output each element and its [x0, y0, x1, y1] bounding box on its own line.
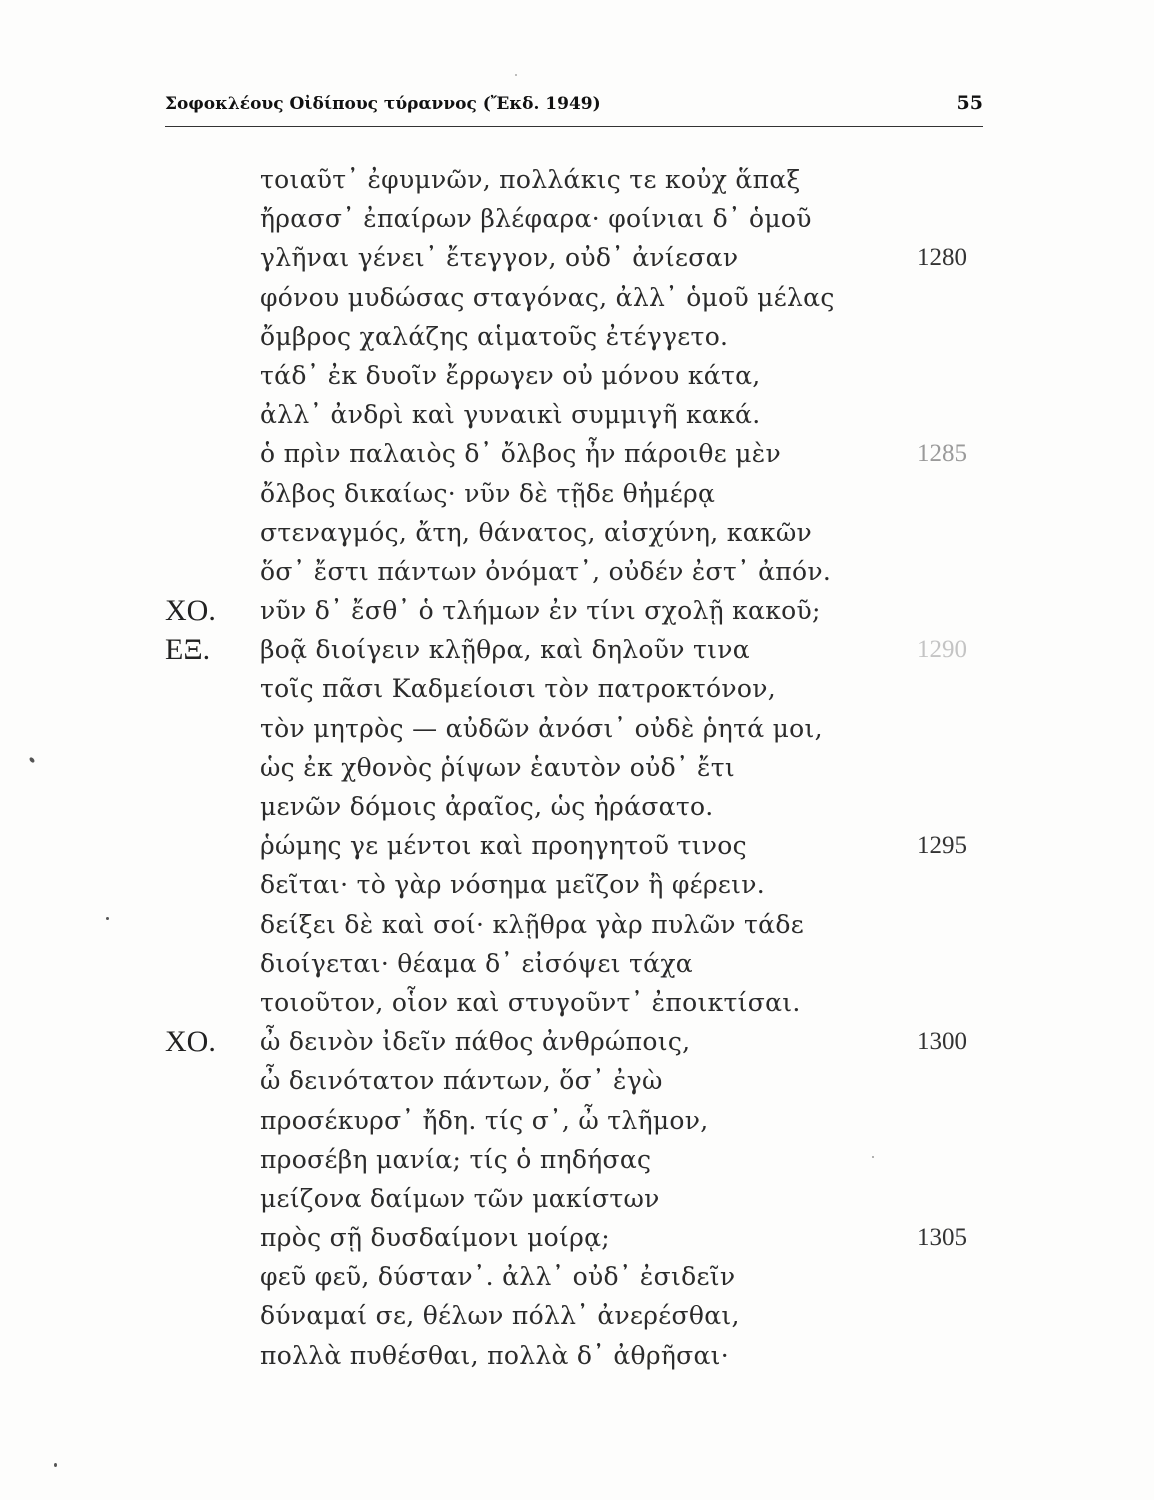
verse-line	[165, 709, 995, 748]
verse-text-line: τοιαῦτ᾽ ἐφυμνῶν, πολλάκις τε κοὐχ ἅπαξ	[260, 165, 801, 194]
verse-line	[165, 317, 995, 356]
verse-line	[165, 826, 995, 865]
verse-line	[165, 1179, 995, 1218]
verse-text-line: μείζονα δαίμων τῶν μακίστων	[260, 1183, 660, 1213]
verse-line	[165, 1257, 995, 1296]
verse-line	[165, 591, 995, 630]
scan-speck	[515, 74, 517, 76]
verse-line	[165, 434, 995, 473]
verse-line	[165, 552, 995, 591]
verse-line	[165, 356, 995, 395]
verse-text-line: προσέκυρσ᾽ ἤδη. τίς σ᾽, ὦ τλῆμον,	[260, 1105, 709, 1135]
verse-text-line: νῦν δ᾽ ἔσθ᾽ ὁ τλήμων ἐν τίνι σχολῇ κακοῦ;	[260, 596, 821, 626]
verse-line	[165, 630, 995, 669]
verse-text	[165, 160, 995, 1375]
verse-line	[165, 1022, 995, 1061]
header-rule	[165, 126, 983, 127]
verse-text-line: φόνου μυδώσας σταγόνας, ἀλλ᾽ ὁμοῦ μέλας	[260, 282, 835, 312]
verse-line	[165, 1336, 995, 1375]
verse-text-line: ῥώμης γε μέντοι καὶ προηγητοῦ τινος	[260, 831, 747, 861]
speaker-label: ΧΟ.	[165, 594, 216, 628]
line-number: 1290	[917, 636, 967, 664]
verse-text-line: ὦ δεινὸν ἰδεῖν πάθος ἀνθρώποις,	[260, 1027, 691, 1057]
scan-speck	[29, 756, 36, 763]
verse-text-line: πολλὰ πυθέσθαι, πολλὰ δ᾽ ἀθρῆσαι·	[260, 1340, 730, 1370]
verse-line	[165, 278, 995, 317]
verse-text-line: τὸν μητρὸς — αὐδῶν ἀνόσι᾽ οὐδὲ ῥητά μοι,	[260, 713, 823, 743]
line-number: 1280	[917, 244, 967, 272]
verse-line	[165, 1296, 995, 1335]
verse-line	[165, 1140, 995, 1179]
verse-text-line: ἀλλ᾽ ἀνδρὶ καὶ γυναικὶ συμμιγῆ κακά.	[260, 400, 761, 430]
verse-line	[165, 865, 995, 904]
verse-line	[165, 748, 995, 787]
verse-line	[165, 905, 995, 944]
speaker-label: ΕΞ.	[165, 633, 211, 667]
verse-text-line: ὁ πρὶν παλαιὸς δ᾽ ὄλβος ἦν πάροιθε μὲν	[260, 439, 781, 469]
verse-text-line: ὅσ᾽ ἔστι πάντων ὀνόματ᾽, οὐδέν ἐστ᾽ ἀπόν.	[260, 556, 832, 586]
verse-text-line: δείξει δὲ καὶ σοί· κλῇθρα γὰρ πυλῶν τάδε	[260, 909, 804, 939]
line-number: 1300	[917, 1028, 967, 1056]
verse-text-line: στεναγμός, ἄτη, θάνατος, αἰσχύνη, κακῶν	[260, 517, 813, 547]
verse-line	[165, 1218, 995, 1257]
verse-line	[165, 1101, 995, 1140]
verse-text-line: γλῆναι γένει᾽ ἔτεγγον, οὐδ᾽ ἀνίεσαν	[260, 243, 739, 273]
verse-text-line: προσέβη μανία; τίς ὁ πηδήσας	[260, 1144, 652, 1174]
line-number: 1285	[917, 440, 967, 468]
running-title: Σοφοκλέους Οἰδίπους τύραννος (Ἔκδ. 1949)	[165, 94, 601, 114]
verse-line	[165, 983, 995, 1022]
verse-line	[165, 199, 995, 238]
verse-text-line: τοιοῦτον, οἷον καὶ στυγοῦντ᾽ ἐποικτίσαι.	[260, 987, 801, 1017]
scan-speck	[106, 917, 109, 920]
verse-text-line: ὡς ἐκ χθονὸς ῥίψων ἑαυτὸν οὐδ᾽ ἔτι	[260, 752, 735, 782]
page-number: 55	[956, 92, 983, 114]
scan-speck	[872, 1156, 874, 1158]
verse-text-line: διοίγεται· θέαμα δ᾽ εἰσόψει τάχα	[260, 948, 693, 978]
verse-text-line: ὄλβος δικαίως· νῦν δὲ τῇδε θἠμέρᾳ	[260, 478, 716, 508]
verse-line	[165, 1061, 995, 1100]
verse-text-line: δύναμαί σε, θέλων πόλλ᾽ ἀνερέσθαι,	[260, 1301, 740, 1331]
verse-line	[165, 395, 995, 434]
verse-line	[165, 238, 995, 277]
verse-text-line: βοᾷ διοίγειν κλῇθρα, καὶ δηλοῦν τινα	[260, 635, 750, 665]
verse-text-line: ὄμβρος χαλάζης αἱματοῦς ἐτέγγετο.	[260, 321, 729, 351]
scan-speck	[54, 1463, 57, 1467]
verse-line	[165, 513, 995, 552]
verse-text-line: πρὸς σῇ δυσδαίμονι μοίρᾳ;	[260, 1223, 611, 1253]
verse-text-line: δεῖται· τὸ γὰρ νόσημα μεῖζον ἢ φέρειν.	[260, 870, 766, 900]
verse-line	[165, 669, 995, 708]
line-number: 1295	[917, 832, 967, 860]
verse-line	[165, 944, 995, 983]
verse-text-line: ἤρασσ᾽ ἐπαίρων βλέφαρα· φοίνιαι δ᾽ ὁμοῦ	[260, 204, 812, 234]
line-number: 1305	[917, 1224, 967, 1252]
speaker-label: ΧΟ.	[165, 1025, 216, 1059]
verse-text-line: τοῖς πᾶσι Καδμείοισι τὸν πατροκτόνον,	[260, 674, 776, 704]
verse-line	[165, 160, 995, 199]
verse-text-line: φεῦ φεῦ, δύσταν᾽. ἀλλ᾽ οὐδ᾽ ἐσιδεῖν	[260, 1262, 736, 1292]
verse-text-line: μενῶν δόμοις ἀραῖος, ὡς ἠράσατο.	[260, 792, 714, 821]
verse-line	[165, 474, 995, 513]
verse-text-line: ὦ δεινότατον πάντων, ὅσ᾽ ἐγὼ	[260, 1066, 663, 1096]
verse-text-line: τάδ᾽ ἐκ δυοῖν ἔρρωγεν οὐ μόνου κάτα,	[260, 360, 761, 390]
running-header	[165, 92, 985, 122]
verse-line	[165, 787, 995, 826]
